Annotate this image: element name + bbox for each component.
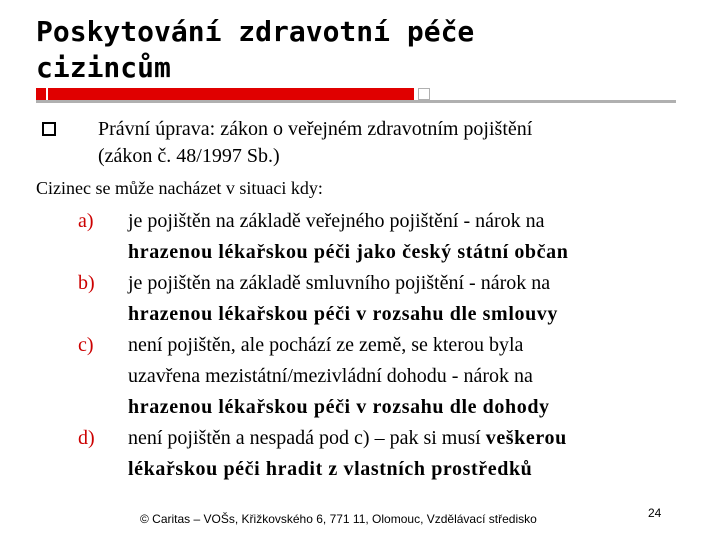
list-item-text — [128, 268, 678, 330]
title-accent-box — [418, 88, 430, 100]
legal-basis-line-1: Právní úprava: zákon o veřejném zdravotním pojištění — [98, 118, 533, 140]
list-item-bold-line: hrazenou lékařskou péči v rozsahu dle smlouvy — [128, 303, 558, 325]
list-item — [78, 268, 678, 330]
title-line-1: Poskytování zdravotní péče — [36, 15, 475, 48]
list-marker: d) — [78, 427, 95, 449]
list-item-line: je pojištěn na základě smluvního pojištění - nárok na — [128, 272, 551, 294]
page-number: 24 — [648, 506, 662, 520]
list-item-bold-line: hrazenou lékařskou péči v rozsahu dle dohody — [128, 396, 550, 418]
list-item-line: uzavřena mezistátní/mezivládní dohodu - nárok na — [128, 365, 533, 387]
list-item-text — [128, 423, 678, 485]
list-item-line: není pojištěn, ale pochází ze země, se kterou byla — [128, 334, 524, 356]
list-item — [78, 330, 678, 423]
list-marker: c) — [78, 334, 94, 356]
list-marker: a) — [78, 210, 94, 232]
list-item-line — [128, 423, 678, 454]
list-marker: b) — [78, 272, 95, 294]
list-item-plain-part: není pojištěn a nespadá pod c) – pak si musí — [128, 427, 486, 449]
list-item — [78, 206, 678, 268]
title-line-2: cizincům — [36, 51, 171, 84]
list-item-text — [128, 206, 678, 268]
intro-text: Cizinec se může nacházet v situaci kdy: — [36, 178, 323, 198]
footer-text: © Caritas – VOŠs, Křižkovského 6, 771 11, Olomouc, Vzdělávací středisko — [140, 512, 537, 526]
legal-basis-text — [98, 116, 678, 170]
list-item-text — [128, 330, 678, 423]
situation-list — [78, 206, 678, 485]
slide-title — [36, 14, 636, 86]
list-item — [78, 423, 678, 485]
list-item-bold-line: hrazenou lékařskou péči jako český státní občan — [128, 241, 569, 263]
list-item-line: je pojištěn na základě veřejného pojištění - nárok na — [128, 210, 545, 232]
legal-basis-line-2: (zákon č. 48/1997 Sb.) — [98, 145, 280, 167]
hollow-square-bullet-icon — [42, 122, 56, 136]
title-accent-bar — [48, 88, 414, 100]
title-accent-left — [36, 88, 46, 100]
list-item-bold-part: veškerou — [485, 427, 567, 449]
list-item-bold-line: lékařskou péči hradit z vlastních prostředků — [128, 458, 533, 480]
title-underline — [36, 100, 676, 103]
